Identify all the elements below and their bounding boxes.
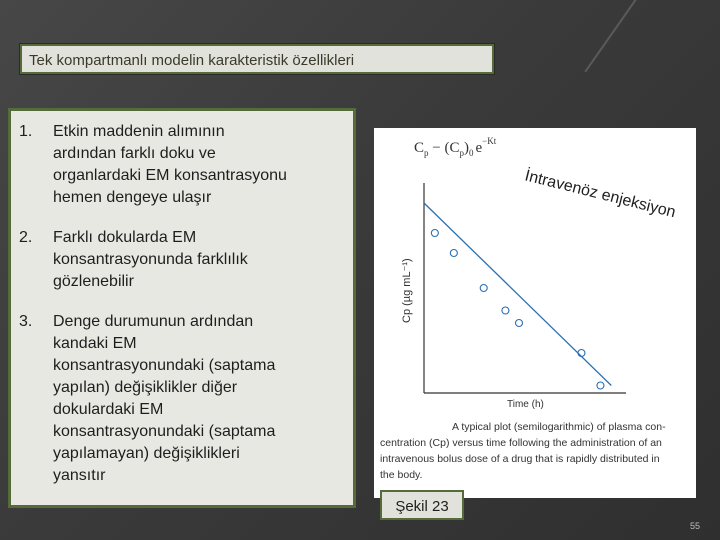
plot-area — [401, 183, 626, 410]
slide-title: Tek kompartmanlı modelin karakteristik özellikleri — [29, 52, 355, 69]
data-point — [480, 285, 487, 292]
list-number: 3. — [19, 313, 33, 330]
list-line: gözlenebilir — [53, 273, 134, 290]
caption-line: A typical plot (semilogarithmic) of plasma con- — [452, 421, 666, 433]
y-axis-label: Cp (µg mL⁻¹) — [401, 258, 413, 323]
list-number: 2. — [19, 229, 33, 246]
list-line: Farklı dokularda EM — [53, 229, 197, 246]
list-line: ardından farklı doku ve — [53, 145, 216, 162]
list-line: konsantrasyonundaki (saptama — [53, 357, 276, 374]
list-line: Etkin maddenin alımının — [53, 123, 225, 140]
figure-label-box — [380, 490, 464, 520]
caption-line: intravenous bolus dose of a drug that is rapidly distributed in — [380, 453, 660, 465]
fit-line — [424, 203, 611, 386]
caption-line: the body. — [380, 469, 423, 481]
decorative-line — [584, 0, 637, 72]
formula: $C_p - (C_p)_0$ $e^{-Kt}$ — [414, 136, 497, 158]
figure-image — [374, 128, 696, 498]
page-number: 55 — [690, 521, 701, 531]
data-point — [502, 307, 509, 314]
injection-annotation: İntravenöz enjeksiyon — [523, 167, 678, 222]
title-box — [20, 44, 494, 74]
list-line: yansıtır — [53, 467, 106, 484]
caption-line: centration (Cp) versus time following the administration of an — [380, 437, 662, 449]
figure-label: Şekil 23 — [395, 498, 449, 515]
data-point — [578, 350, 585, 357]
data-point — [597, 382, 604, 389]
pk-plot — [374, 128, 696, 498]
data-point — [516, 320, 523, 327]
content-box — [8, 108, 356, 508]
list-line: konsantrasyonundaki (saptama — [53, 423, 276, 440]
list-line: konsantrasyonunda farklılık — [53, 251, 248, 268]
data-point — [431, 230, 438, 237]
list-line: organlardaki EM konsantrasyonu — [53, 167, 287, 184]
x-axis-label: Time (h) — [507, 399, 544, 410]
list-line: kandaki EM — [53, 335, 137, 352]
list-number: 1. — [19, 123, 33, 140]
list-line: hemen dengeye ulaşır — [53, 189, 212, 206]
list-line: Denge durumunun ardından — [53, 313, 254, 330]
list-line: yapılan) değişiklikler diğer — [53, 379, 238, 396]
data-point — [450, 250, 457, 257]
list-line: dokulardaki EM — [53, 401, 164, 418]
list-line: yapılamayan) değişiklikleri — [53, 445, 240, 462]
